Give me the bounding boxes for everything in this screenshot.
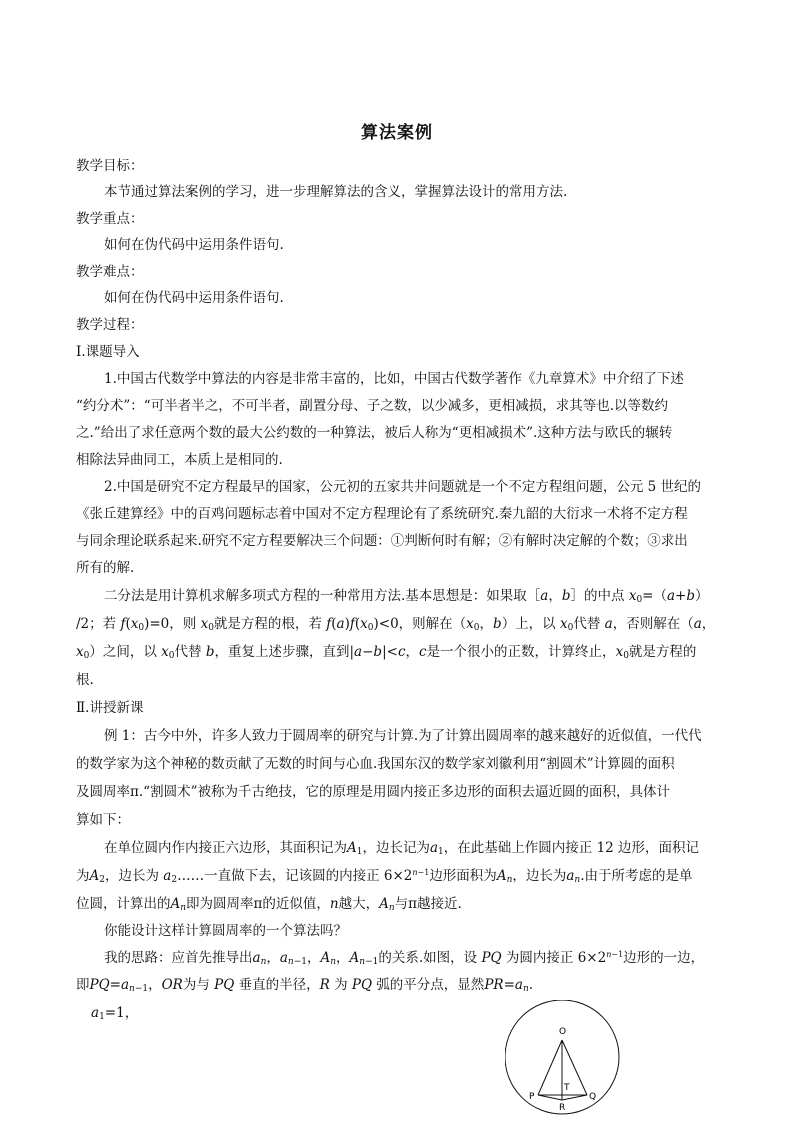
idea-line-2: 即$PQ=a_{n-1}$，OR为与 PQ 垂直的半径，R 为 PQ 弧的平分点，显然$PR=a_n$. [76,977,534,994]
radius-op [538,1040,562,1095]
process-heading: 教学过程： [76,317,144,333]
question-line: 你能设计这样计算圆周率的一个算法吗？ [104,923,347,939]
paragraph-2-line: 2.中国是研究不定方程最早的国家，公元初的五家共井问题就是一个不定方程组问题，公元 5 世纪的 [104,479,702,495]
example-1-line: 算如下： [76,812,130,828]
example-1-line: 的数学家为这个神秘的数贡献了无数的时间与心血.我国东汉的数学家刘徽利用“割圆术”计算圆的面积 [76,756,675,772]
paragraph-2-line: 《张丘建算经》中的百鸡问题标志着中国对不定方程理论有了系统研究.秦九韶的大衍求一术将不定方程 [76,506,688,522]
key-heading: 教学重点： [76,211,144,227]
section-1-heading: Ⅰ.课题导入 [76,344,140,360]
bisection-line-2: /2；若 $f(x_0)=0$，则 $x_0$就是方程的根，若 $f(a)f(x_0)<0$，则解在（$x_0$，b）上，以 $x_0$代替 a，否则解在（a， [76,616,716,633]
paragraph-1-line: 之.”给出了求任意两个数的最大公约数的一种算法，被后人称为“更相减损术”.这种方法与欧氏的辗转 [76,425,673,441]
goal-text: 本节通过算法案例的学习，进一步理解算法的含义，掌握算法设计的常用方法. [104,184,568,200]
label-t: T [564,1083,570,1093]
example-1-line: 例 1：古今中外，许多人致力于圆周率的研究与计算.为了计算出圆周率的越来越好的近似值，一代代 [104,728,702,744]
page-title: 算法案例 [361,123,433,143]
polygon-line-3: 位圆，计算出的$A_n$即为圆周率π的近似值，n越大，$A_n$与π越接近. [76,896,462,913]
difficulty-text: 如何在伪代码中运用条件语句. [104,290,284,306]
paragraph-1-line: 相除法异曲同工，本质上是相同的. [76,452,283,468]
label-r: R [559,1103,566,1113]
chord-rq [562,1095,587,1100]
chord-pr [538,1095,562,1100]
label-o: O [559,1027,567,1037]
polygon-line-1: 在单位圆内作内接正六边形，其面积记为$A_1$，边长记为$a_1$，在此基础上作圆内接正 12 边形，面积记 [104,840,700,857]
difficulty-heading: 教学难点： [76,264,144,280]
bisection-line-3: $x_0$）之间，以 $x_0$代替 b，重复上述步骤，直到|a−b|<c，c是一个很小的正数，计算终止，$x_0$就是方程的 [76,644,697,661]
section-2-heading: Ⅱ.讲授新课 [76,700,144,716]
paragraph-1-line: “约分术”：“可半者半之，不可半者，副置分母、子之数，以少减多，更相减损，求其等也.以等数约 [76,398,668,414]
idea-line-1: 我的思路：应首先推导出$a_n$，$a_{n-1}$，$A_n$，$A_{n-1}$的关系.如图，设 PQ 为圆内接正 $6\times 2^{n-1}$边形的一边， [104,950,705,967]
paragraph-2-line: 所有的解. [76,560,135,576]
circle-diagram [505,1000,635,1118]
polygon-line-2: 为$A_2$，边长为 $a_2\dots\dots$一直做下去，记该圆的内接正 $6\times 2^{n-1}$边形面积为$A_n$，边长为$a_n$.由于所考虑的是单 [76,868,693,885]
goal-heading: 教学目标： [76,158,144,174]
example-1-line: 及圆周率π.“割圆术”被称为千古绝技，它的原理是用圆内接正多边形的面积去逼近圆的面积，具体计 [76,784,670,800]
key-text: 如何在伪代码中运用条件语句. [104,237,284,253]
bisection-line-4: 根. [76,672,94,688]
paragraph-2-line: 与同余理论联系起来.研究不定方程要解决三个问题：①判断何时有解；②有解时决定解的个数；③求出 [76,533,688,549]
bisection-line-1: 二分法是用计算机求解多项式方程的一种常用方法.基本思想是：如果取［a，b］的中点 $x_0=(a+b)$ [104,588,709,605]
paragraph-1-line: 1.中国古代数学中算法的内容是非常丰富的，比如，中国古代数学著作《九章算术》中介绍了下述 [104,371,684,387]
a1-value: $a_1=1$， [91,1005,139,1022]
label-p: P [529,1092,535,1102]
label-q: Q [589,1092,597,1102]
